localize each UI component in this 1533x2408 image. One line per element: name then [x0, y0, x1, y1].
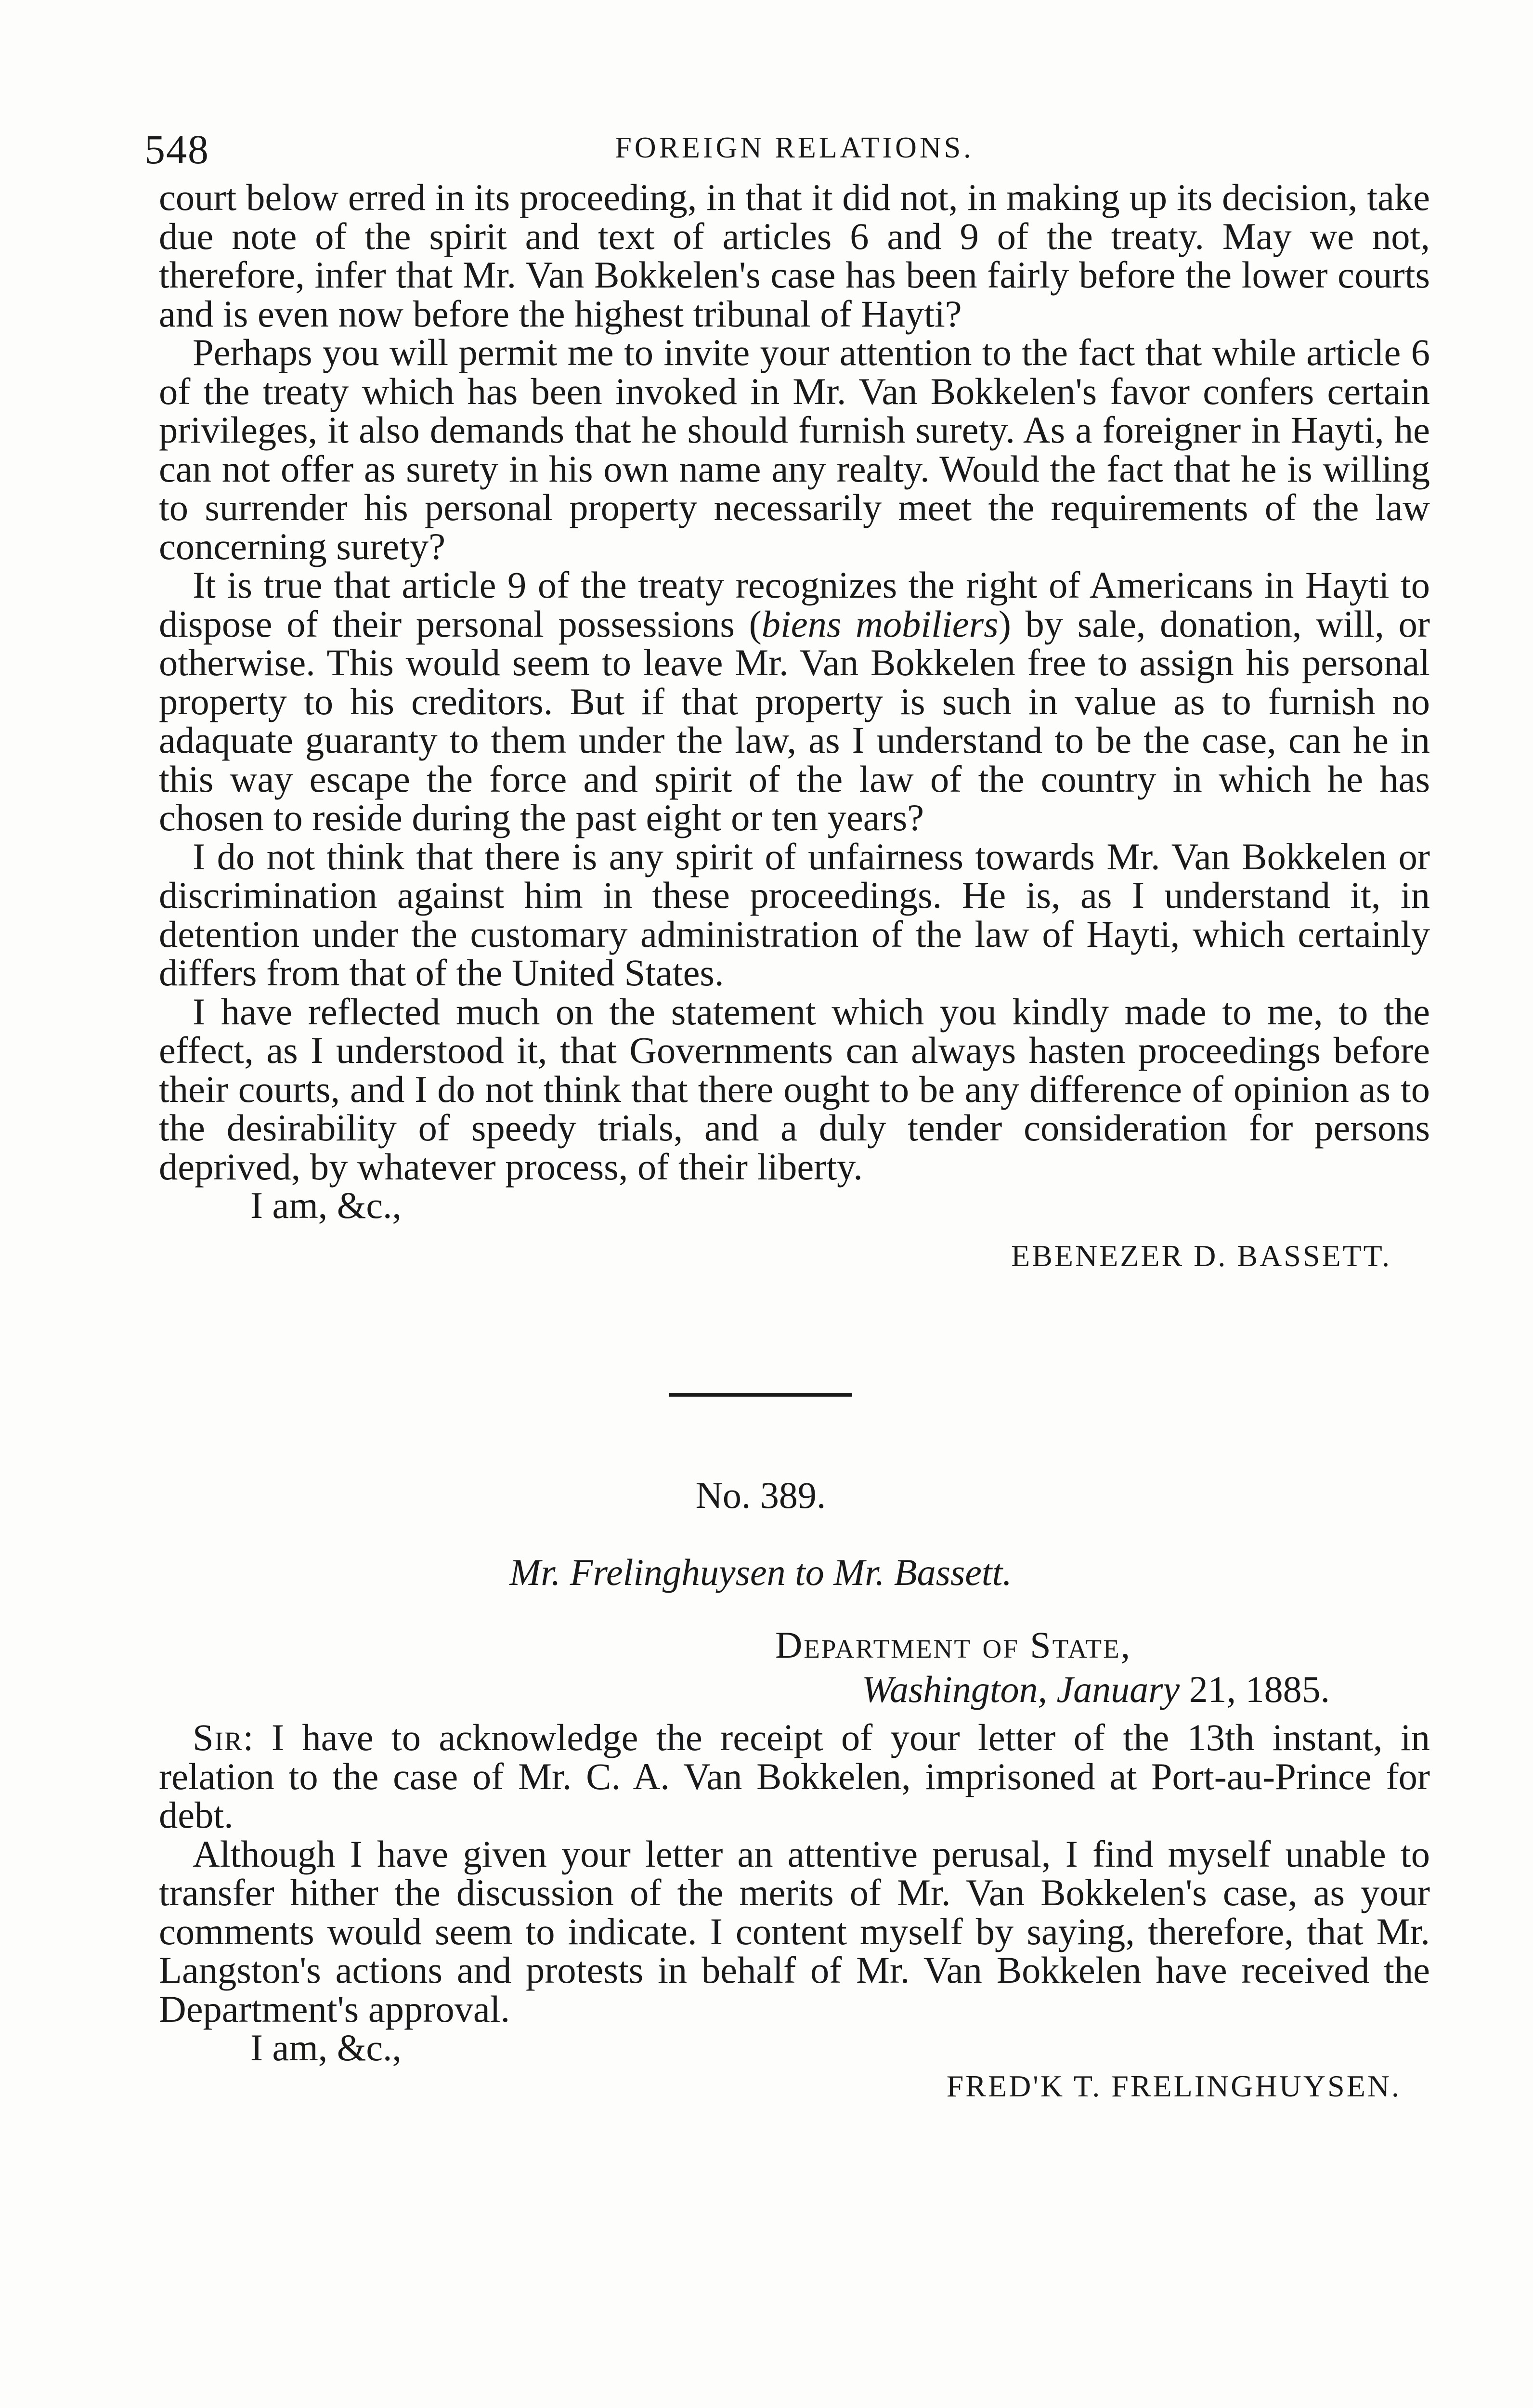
paragraph	[159, 1718, 1430, 1835]
paragraph-text: : I have to acknowledge the receipt of your letter of the 13th instant, in relation to the case of Mr. C. A. Van Bokkelen, imprisoned at Port-au-Prince for debt.	[159, 1716, 1430, 1836]
paragraph-text: ) by sale, donation, will, or otherwise. This would seem to leave Mr. Van Bokkelen free to assign his personal property to his creditors. But if that property is such in value as to furnish no adaquate guaranty to them under the law, as I understand to be the case, can he in this way escape the force and spirit of the law of the country in which he has chosen to reside during the past eight or ten years?	[159, 602, 1430, 838]
closing: I am, &c.,	[250, 1184, 402, 1226]
place: Washington,	[862, 1668, 1048, 1710]
running-head	[144, 125, 1430, 178]
document-title: Mr. Frelinghuysen to Mr. Bassett.	[509, 1551, 1012, 1593]
department-line: Department of State,	[775, 1624, 1132, 1666]
paragraph-text: It is true that article 9 of the treaty recognizes the right of Americans in Hayti to dispose of their personal possessions (	[159, 564, 1430, 645]
document-number: No. 389.	[695, 1474, 826, 1516]
date-rest: 21, 1885.	[1189, 1668, 1330, 1710]
document-page	[144, 125, 1430, 2106]
letter-bassett-body	[159, 178, 1430, 1186]
paragraph: Although I have given your letter an attentive perusal, I find myself unable to transfer hither the discussion of the merits of Mr. Van Bokkelen's case, as your comments would seem to indicate. I content myself by saying, therefore, that Mr. Langston's actions and protests in behalf of Mr. Van Bokkelen have received the Department's approval.	[159, 1832, 1430, 2030]
closing: I am, &c.,	[250, 2027, 402, 2068]
paragraph	[159, 566, 1430, 838]
letter-frelinghuysen-body	[159, 1718, 1430, 2028]
page-number: 548	[144, 126, 209, 172]
paragraph: Perhaps you will permit me to invite your attention to the fact that while article 6 of the treaty which has been invoked in Mr. Van Bokkelen's favor confers certain privileges, it also demands that he should furnish surety. As a foreigner in Hayti, he can not offer as surety in his own name any realty. Would the fact that he is willing to surrender his personal property necessarily meet the requirements of the law concerning surety?	[159, 331, 1430, 567]
signature: EBENEZER D. BASSETT.	[1011, 1239, 1391, 1273]
section-title: FOREIGN RELATIONS.	[615, 131, 974, 164]
signature: FRED'K T. FRELINGHUYSEN.	[946, 2069, 1401, 2103]
italic-phrase: biens mobiliers	[761, 602, 999, 645]
paragraph: I have reflected much on the statement which you kindly made to me, to the effect, as I understood it, that Governments can always hasten proceedings before their courts, and I do not think that there ought to be any difference of opinion as to the desirability of speedy trials, and a duly tender consideration for persons deprived, by whatever process, of their liberty.	[159, 990, 1430, 1188]
section-divider	[669, 1393, 852, 1397]
date-line	[862, 1667, 1430, 1712]
paragraph: court below erred in its proceeding, in that it did not, in making up its decision, take due note of the spirit and text of articles 6 and 9 of the treaty. May we not, therefore, infer that Mr. Van Bokkelen's case has been fairly before the lower courts and is even now before the highest tribunal of Hayti?	[159, 176, 1430, 335]
dateline	[159, 1623, 1430, 1712]
paragraph: I do not think that there is any spirit of unfairness towards Mr. Van Bokkelen or discrimination against him in these proceedings. He is, as I understand it, in detention under the customary administration of the law of Hayti, which certainly differs from that of the United States.	[159, 835, 1430, 994]
date-month: January	[1056, 1668, 1180, 1710]
salutation: Sir	[193, 1716, 243, 1758]
